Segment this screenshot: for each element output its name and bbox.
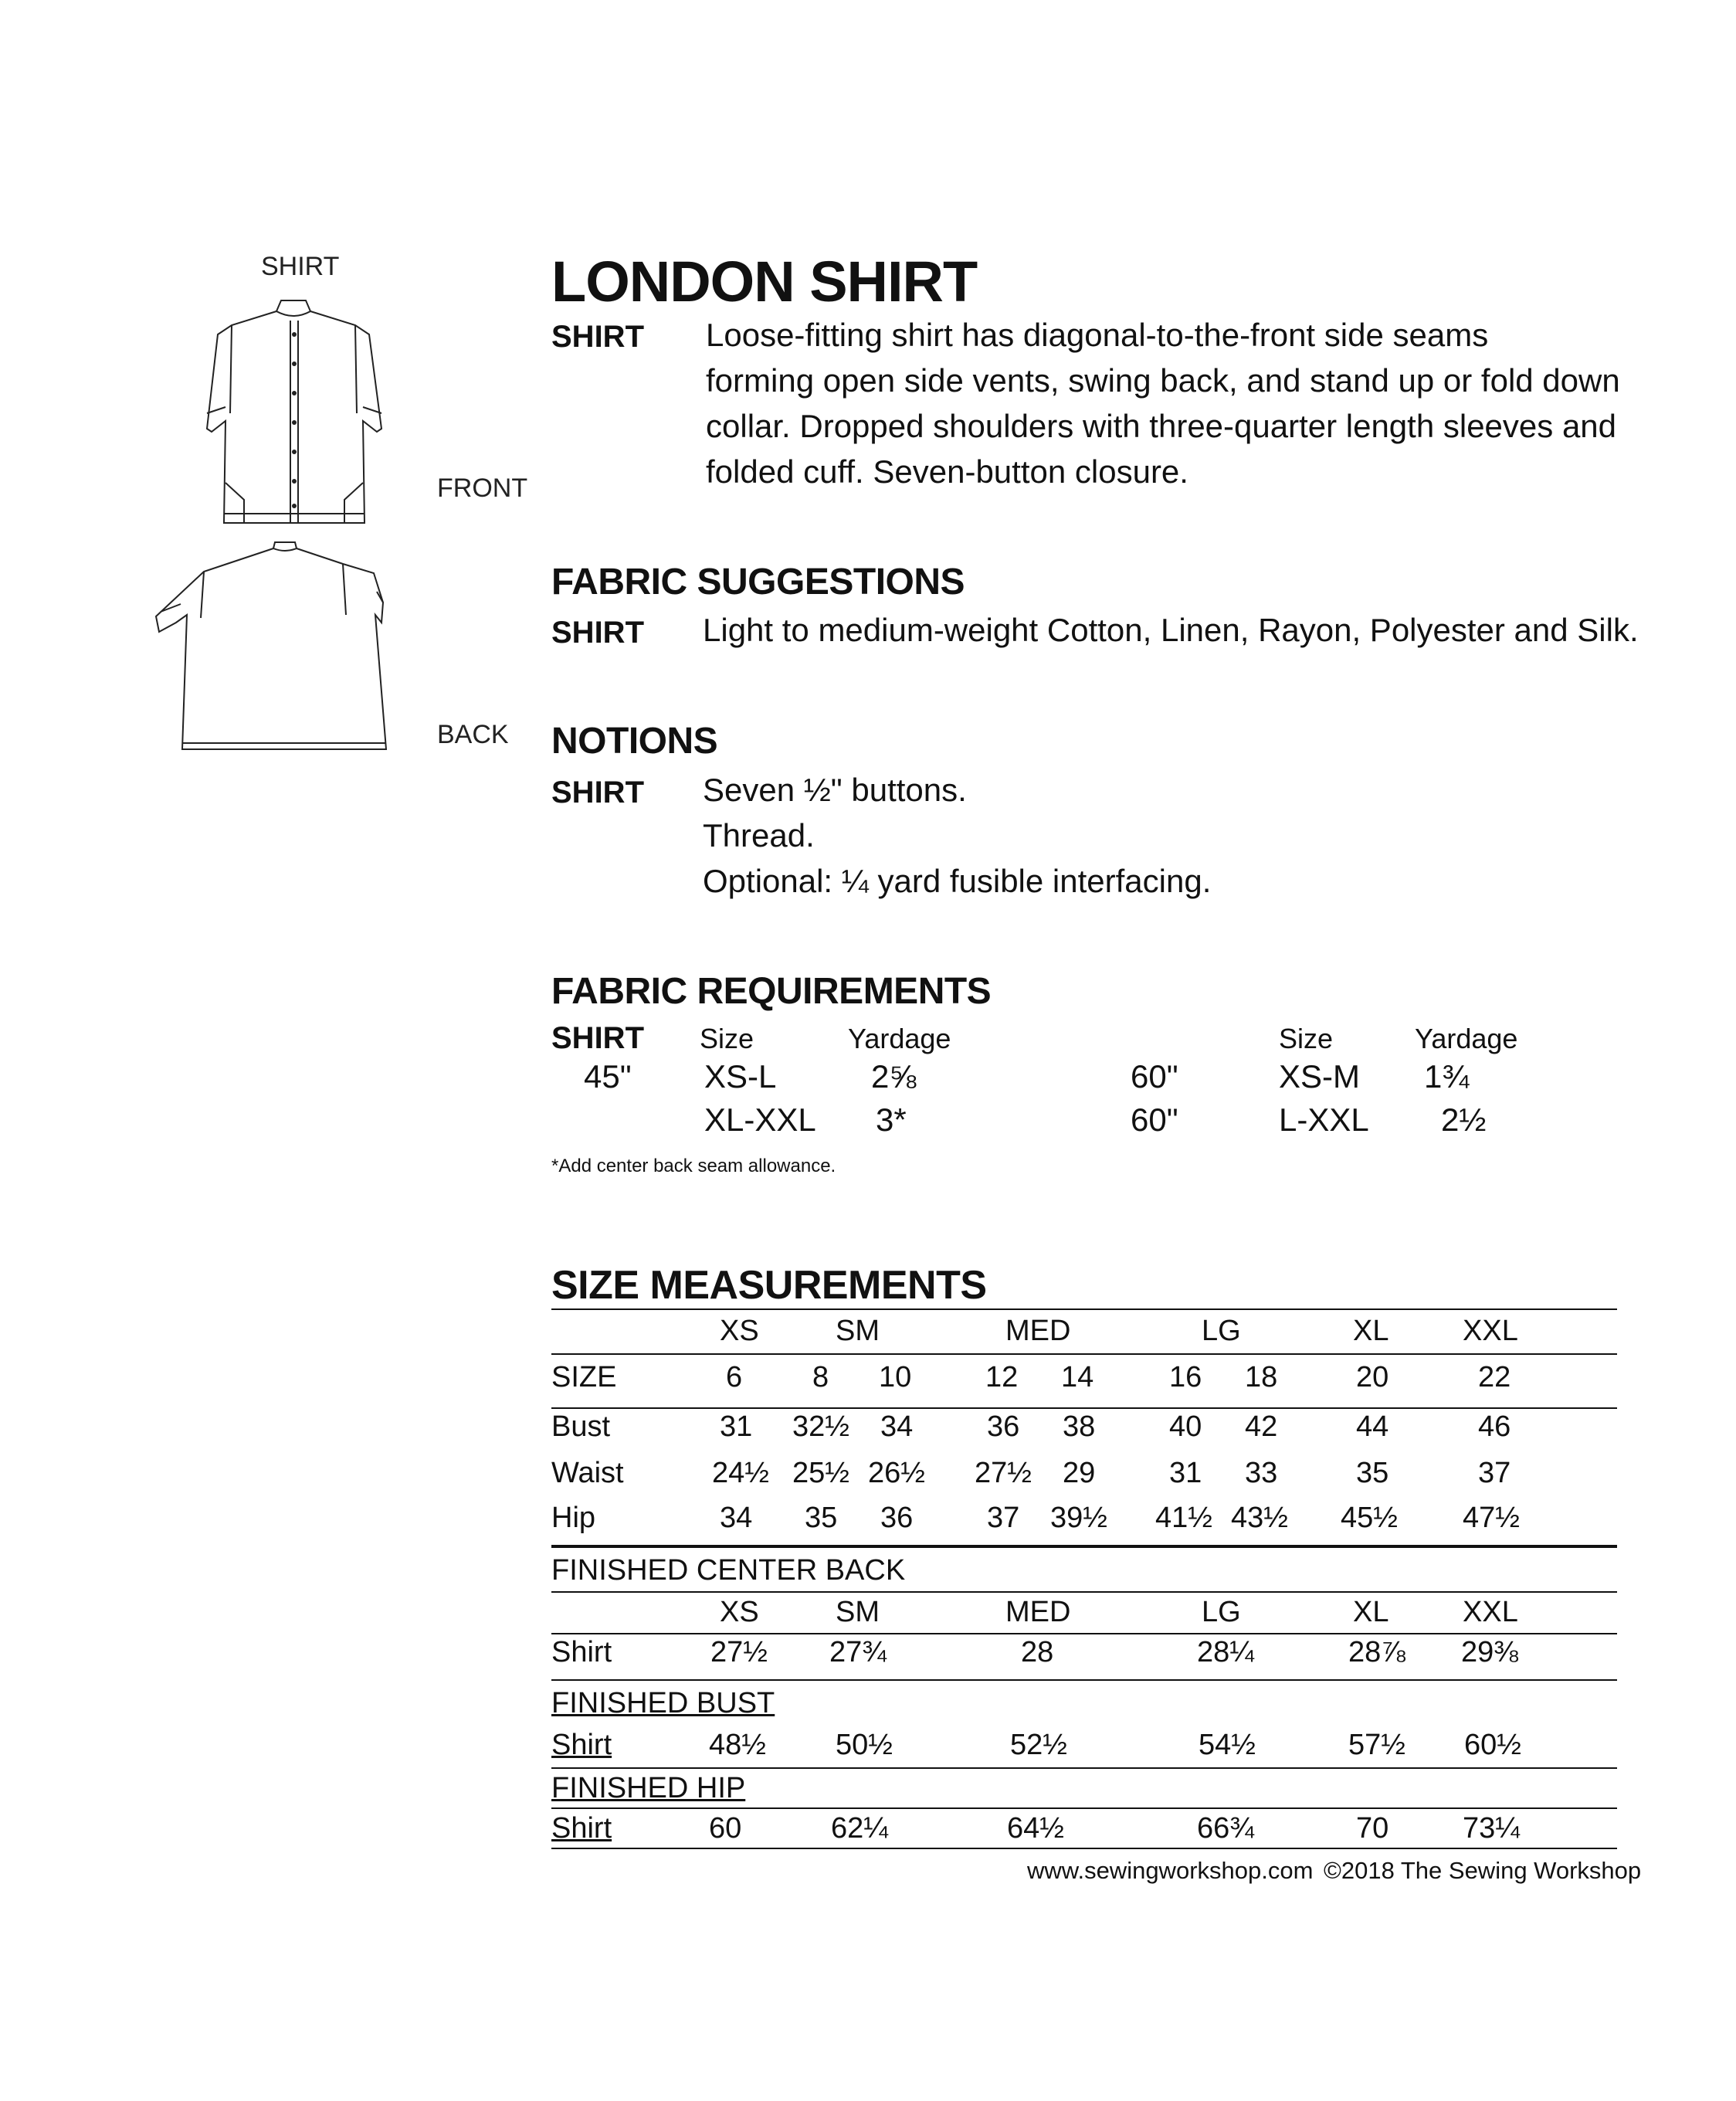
fabric-suggestions-label: SHIRT [551,616,644,650]
table-cell: 37 [987,1502,1020,1534]
rule [551,1591,1617,1593]
rule [551,1633,1617,1634]
page-title: LONDON SHIRT [551,249,978,314]
table-cell: 36 [987,1410,1020,1443]
table-cell: 50½ [836,1729,893,1761]
table-cell: 52½ [1010,1729,1067,1761]
fabric-requirements-label: SHIRT [551,1021,644,1055]
table-cell: 33 [1245,1457,1278,1489]
table-cell: 6 [726,1361,743,1393]
row-label-shirt: Shirt [551,1729,612,1761]
table-cell: 22 [1478,1361,1511,1393]
table-cell: 41½ [1155,1502,1212,1534]
table-cell: 60½ [1464,1729,1521,1761]
description-label: SHIRT [551,320,644,354]
table-cell: 48½ [709,1729,766,1761]
table-cell: 43½ [1231,1502,1288,1534]
row-label-bust: Bust [551,1410,611,1443]
group-header: XS [720,1596,759,1628]
table-cell: 8 [812,1361,829,1393]
row-label-shirt: Shirt [551,1636,612,1668]
rule [551,1353,1617,1355]
table-cell: 28 [1021,1636,1054,1668]
table-cell: 47½ [1463,1502,1520,1534]
table-cell: 35 [805,1502,838,1534]
table-cell: 29⅜ [1461,1636,1518,1668]
row-label-hip: Hip [551,1502,596,1534]
fr-right-width-1: 60" [1131,1058,1178,1095]
table-cell: 28¼ [1197,1636,1254,1668]
fr-left-size-2: XL-XXL [704,1101,816,1138]
group-header: MED [1005,1315,1071,1347]
notions-label: SHIRT [551,776,644,810]
fabric-suggestions-heading: FABRIC SUGGESTIONS [551,562,965,602]
rule [551,1848,1617,1849]
table-cell: 18 [1245,1361,1278,1393]
group-header: XS [720,1315,759,1347]
description-line-4: folded cuff. Seven-button closure. [706,453,1188,490]
fr-right-yardage-1: 1¾ [1424,1058,1470,1095]
finished-bust-heading: FINISHED BUST [551,1687,775,1719]
row-label-waist: Waist [551,1457,624,1489]
col-size-right: Size [1279,1023,1334,1054]
group-header: XXL [1463,1596,1518,1628]
rule [551,1767,1617,1769]
notions-heading: NOTIONS [551,721,718,762]
finished-hip-heading: FINISHED HIP [551,1772,746,1804]
table-cell: 60 [709,1812,742,1845]
table-cell: 25½ [792,1457,849,1489]
group-header: XL [1353,1596,1389,1628]
front-label: FRONT [437,473,528,503]
table-cell: 40 [1169,1410,1202,1443]
rule [551,1407,1617,1409]
table-cell: 32½ [792,1410,849,1443]
table-cell: 12 [985,1361,1019,1393]
notions-line-3: Optional: ¼ yard fusible interfacing. [703,863,1212,899]
rule [551,1545,1617,1548]
fr-left-yardage-2: 3* [876,1101,907,1138]
fr-right-width-2: 60" [1131,1101,1178,1138]
fr-right-size-2: L-XXL [1279,1101,1369,1138]
table-cell: 28⅞ [1348,1636,1405,1668]
table-cell: 27¾ [829,1636,887,1668]
table-cell: 14 [1061,1361,1094,1393]
shirt-front-illustration [185,297,402,529]
back-label: BACK [437,720,509,749]
table-cell: 31 [1169,1457,1202,1489]
group-header: SM [836,1315,880,1347]
col-yardage-right: Yardage [1415,1023,1518,1054]
footer-url[interactable]: www.sewingworkshop.com [1027,1857,1314,1884]
table-cell: 66¾ [1197,1812,1254,1845]
table-cell: 35 [1356,1457,1389,1489]
table-cell: 37 [1478,1457,1511,1489]
row-label-size: SIZE [551,1361,617,1393]
table-cell: 26½ [868,1457,925,1489]
table-cell: 16 [1169,1361,1202,1393]
table-cell: 27½ [975,1457,1032,1489]
group-header: LG [1202,1596,1241,1628]
table-cell: 46 [1478,1410,1511,1443]
description-line-1: Loose-fitting shirt has diagonal-to-the-front side seams [706,317,1489,353]
description-line-2: forming open side vents, swing back, and stand up or fold down [706,362,1620,399]
fr-left-width-1: 45" [584,1058,632,1095]
fabric-suggestions-text: Light to medium-weight Cotton, Linen, Rayon, Polyester and Silk. [703,612,1639,648]
footer-copyright: ©2018 The Sewing Workshop [1324,1857,1642,1884]
fr-right-size-1: XS-M [1279,1058,1360,1095]
rule [551,1308,1617,1310]
table-cell: 27½ [710,1636,768,1668]
size-measurements-heading: SIZE MEASUREMENTS [551,1263,987,1308]
fr-right-yardage-2: 2½ [1441,1101,1487,1138]
notions-line-1: Seven ½" buttons. [703,772,967,808]
table-cell: 73¼ [1463,1812,1520,1845]
table-cell: 34 [720,1502,753,1534]
group-header: LG [1202,1315,1241,1347]
table-cell: 20 [1356,1361,1389,1393]
fr-left-yardage-1: 2⅝ [871,1058,917,1095]
rule [551,1807,1617,1809]
rule [551,1679,1617,1681]
finished-center-back-heading: FINISHED CENTER BACK [551,1554,906,1587]
group-header: SM [836,1596,880,1628]
group-header: XXL [1463,1315,1518,1347]
fabric-requirements-heading: FABRIC REQUIREMENTS [551,971,992,1012]
table-cell: 62¼ [831,1812,888,1845]
notions-line-2: Thread. [703,817,815,854]
table-cell: 45½ [1341,1502,1398,1534]
table-cell: 36 [880,1502,914,1534]
table-cell: 54½ [1199,1729,1256,1761]
table-cell: 31 [720,1410,753,1443]
table-cell: 10 [879,1361,912,1393]
table-cell: 70 [1356,1812,1389,1845]
fabric-requirements-footnote: *Add center back seam allowance. [551,1156,836,1176]
table-cell: 44 [1356,1410,1389,1443]
col-yardage-left: Yardage [848,1023,951,1054]
description-line-3: collar. Dropped shoulders with three-quarter length sleeves and [706,408,1617,444]
shirt-back-illustration [150,541,389,757]
table-cell: 24½ [712,1457,769,1489]
table-cell: 57½ [1348,1729,1405,1761]
fr-left-size-1: XS-L [704,1058,777,1095]
table-cell: 42 [1245,1410,1278,1443]
table-cell: 34 [880,1410,914,1443]
group-header: XL [1353,1315,1389,1347]
table-cell: 64½ [1007,1812,1064,1845]
table-cell: 38 [1063,1410,1096,1443]
row-label-shirt: Shirt [551,1812,612,1845]
illustration-caption: SHIRT [261,252,340,281]
table-cell: 39½ [1050,1502,1107,1534]
group-header: MED [1005,1596,1071,1628]
col-size-left: Size [700,1023,754,1054]
table-cell: 29 [1063,1457,1096,1489]
